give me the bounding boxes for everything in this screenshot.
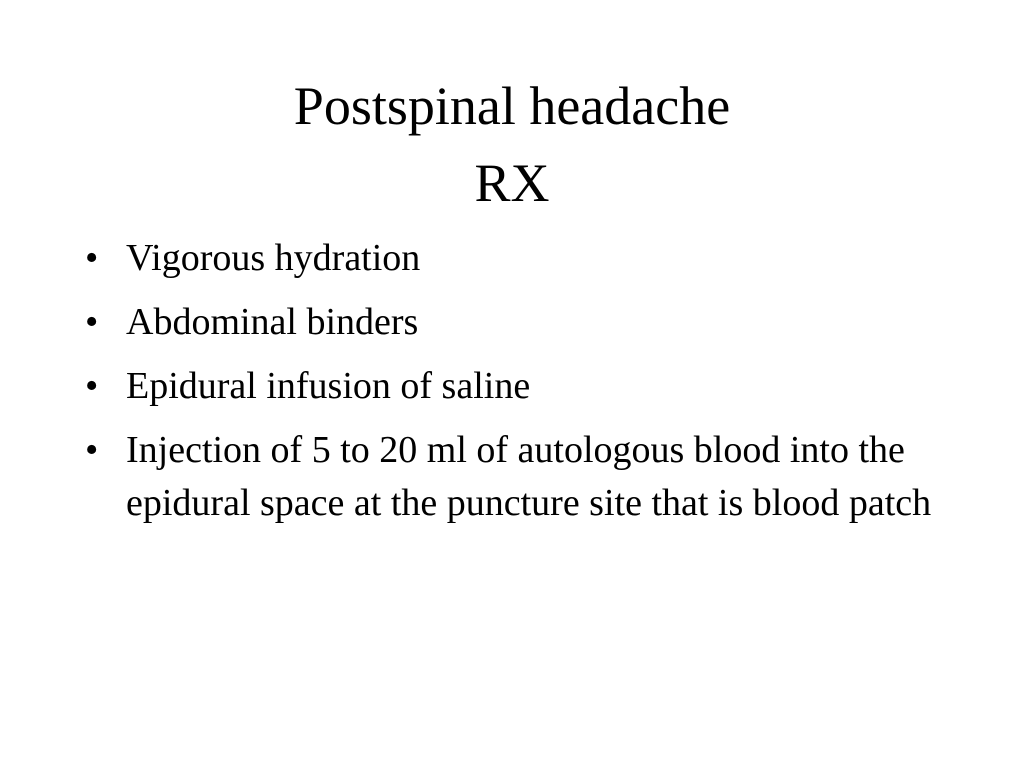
bullet-text: Abdominal binders <box>126 301 419 343</box>
bullet-text: Injection of 5 to 20 ml of autologous blood into the epidural space at the puncture site that is blood patch <box>126 429 932 524</box>
slide-title-line-1: Postspinal headache <box>293 76 731 136</box>
bullet-item-binders <box>85 296 945 349</box>
bullet-list <box>85 232 945 541</box>
bullet-item-hydration <box>85 232 945 285</box>
bullet-item-saline <box>85 360 945 413</box>
slide-title-line-2: RX <box>474 152 550 213</box>
bullet-item-blood-patch <box>85 424 945 530</box>
bullet-dot-icon: • <box>85 301 99 343</box>
bullet-text: Epidural infusion of saline <box>126 365 531 407</box>
bullet-dot-icon: • <box>85 429 99 471</box>
slide-title <box>0 68 1024 221</box>
bullet-text: Vigorous hydration <box>126 237 421 279</box>
bullet-dot-icon: • <box>85 365 99 407</box>
bullet-dot-icon: • <box>85 237 99 279</box>
